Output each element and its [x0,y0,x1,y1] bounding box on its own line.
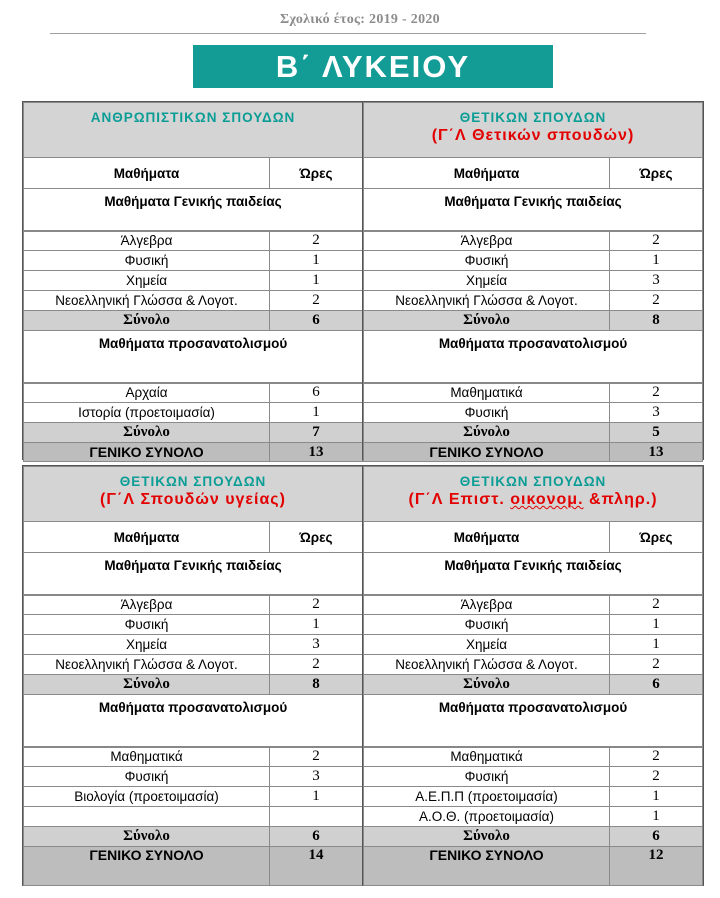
divider [50,33,646,34]
table-row: Άλγεβρα 2 [364,595,703,615]
table-row: Νεοελληνική Γλώσσα & Λογοτ. 2 [364,291,703,311]
table-row: Χημεία 3 [364,271,703,291]
hours-header: Ώρες [270,158,363,189]
general-total-row: Σύνολο 8 [24,675,363,695]
table-row: Μαθηματικά 2 [364,747,703,767]
general-section-header: Μαθήματα Γενικής παιδείας [24,189,363,231]
table-row: Άλγεβρα 2 [24,595,363,615]
table-row: Νεοελληνική Γλώσσα & Λογοτ. 2 [24,655,363,675]
table-row: Αρχαία 6 [24,383,363,403]
table-row: Φυσική 3 [24,767,363,787]
table-title: ΘΕΤΙΚΩΝ ΣΠΟΥΔΩΝ (Γ΄Λ Επιστ. οικονομ. &πληρ.) [364,467,703,522]
general-section-header: Μαθήματα Γενικής παιδείας [364,553,703,595]
hours-header: Ώρες [610,158,703,189]
subjects-header: Μαθήματα [24,158,270,189]
orientation-section-header: Μαθήματα προσανατολισμού [24,331,363,383]
grand-total-row: ΓΕΝΙΚΟ ΣΥΝΟΛΟ 12 [364,847,703,886]
grand-total-row: ΓΕΝΙΚΟ ΣΥΝΟΛΟ 14 [24,847,363,886]
table-row: Χημεία 1 [24,271,363,291]
table-row: Φυσική 3 [364,403,703,423]
orientation-total-row: Σύνολο 6 [24,827,363,847]
curriculum-table-sciences [362,101,704,460]
table-row: Νεοελληνική Γλώσσα & Λογοτ. 2 [24,291,363,311]
table-row: Φυσική 1 [24,251,363,271]
hours-header: Ώρες [270,522,363,553]
table-row: Ιστορία (προετοιμασία) 1 [24,403,363,423]
table-row: Α.Ο.Θ. (προετοιμασία) 1 [364,807,703,827]
table-row: Φυσική 1 [24,615,363,635]
table-row: Χημεία 1 [364,635,703,655]
subjects-header: Μαθήματα [364,522,610,553]
table-row: Άλγεβρα 2 [24,231,363,251]
general-total-row: Σύνολο 6 [24,311,363,331]
table-row: Βιολογία (προετοιμασία) 1 [24,787,363,807]
table-subtitle: (Γ΄Λ Σπουδών υγείας) [100,491,286,508]
curriculum-table-economics-informatics [362,465,704,886]
school-year: Σχολικό έτος: 2019 - 2020 [280,12,440,27]
table-row: Α.Ε.Π.Π (προετοιμασία) 1 [364,787,703,807]
table-subtitle: (Γ΄Λ Επιστ. οικονομ. &πληρ.) [408,491,658,508]
orientation-total-row: Σύνολο 7 [24,423,363,443]
table-subtitle: (Γ΄Λ Θετικών σπουδών) [431,127,635,144]
subjects-header: Μαθήματα [24,522,270,553]
subjects-header: Μαθήματα [364,158,610,189]
table-row: Μαθηματικά 2 [364,383,703,403]
orientation-section-header: Μαθήματα προσανατολισμού [364,331,703,383]
general-section-header: Μαθήματα Γενικής παιδείας [24,553,363,595]
orientation-section-header: Μαθήματα προσανατολισμού [364,695,703,747]
orientation-total-row: Σύνολο 6 [364,827,703,847]
orientation-total-row: Σύνολο 5 [364,423,703,443]
table-row: Φυσική 1 [364,615,703,635]
grand-total-row: ΓΕΝΙΚΟ ΣΥΝΟΛΟ 13 [364,443,703,462]
curriculum-table-humanities [22,101,364,460]
table-row: Χημεία 3 [24,635,363,655]
curriculum-table-health-sciences [22,465,364,886]
table-row: Φυσική 1 [364,251,703,271]
orientation-section-header: Μαθήματα προσανατολισμού [24,695,363,747]
table-title: ΘΕΤΙΚΩΝ ΣΠΟΥΔΩΝ (Γ΄Λ Σπουδών υγείας) [24,467,363,522]
table-row: Φυσική 2 [364,767,703,787]
table-title: ΑΝΘΡΩΠΙΣΤΙΚΩΝ ΣΠΟΥΔΩΝ [24,103,363,158]
table-row: Άλγεβρα 2 [364,231,703,251]
table-row [24,807,363,827]
grand-total-row: ΓΕΝΙΚΟ ΣΥΝΟΛΟ 13 [24,443,363,462]
table-title: ΘΕΤΙΚΩΝ ΣΠΟΥΔΩΝ (Γ΄Λ Θετικών σπουδών) [364,103,703,158]
table-row: Νεοελληνική Γλώσσα & Λογοτ. 2 [364,655,703,675]
table-row: Μαθηματικά 2 [24,747,363,767]
hours-header: Ώρες [610,522,703,553]
general-total-row: Σύνολο 8 [364,311,703,331]
general-total-row: Σύνολο 6 [364,675,703,695]
general-section-header: Μαθήματα Γενικής παιδείας [364,189,703,231]
page-title: Β΄ ΛΥΚΕΙΟΥ [193,45,553,88]
